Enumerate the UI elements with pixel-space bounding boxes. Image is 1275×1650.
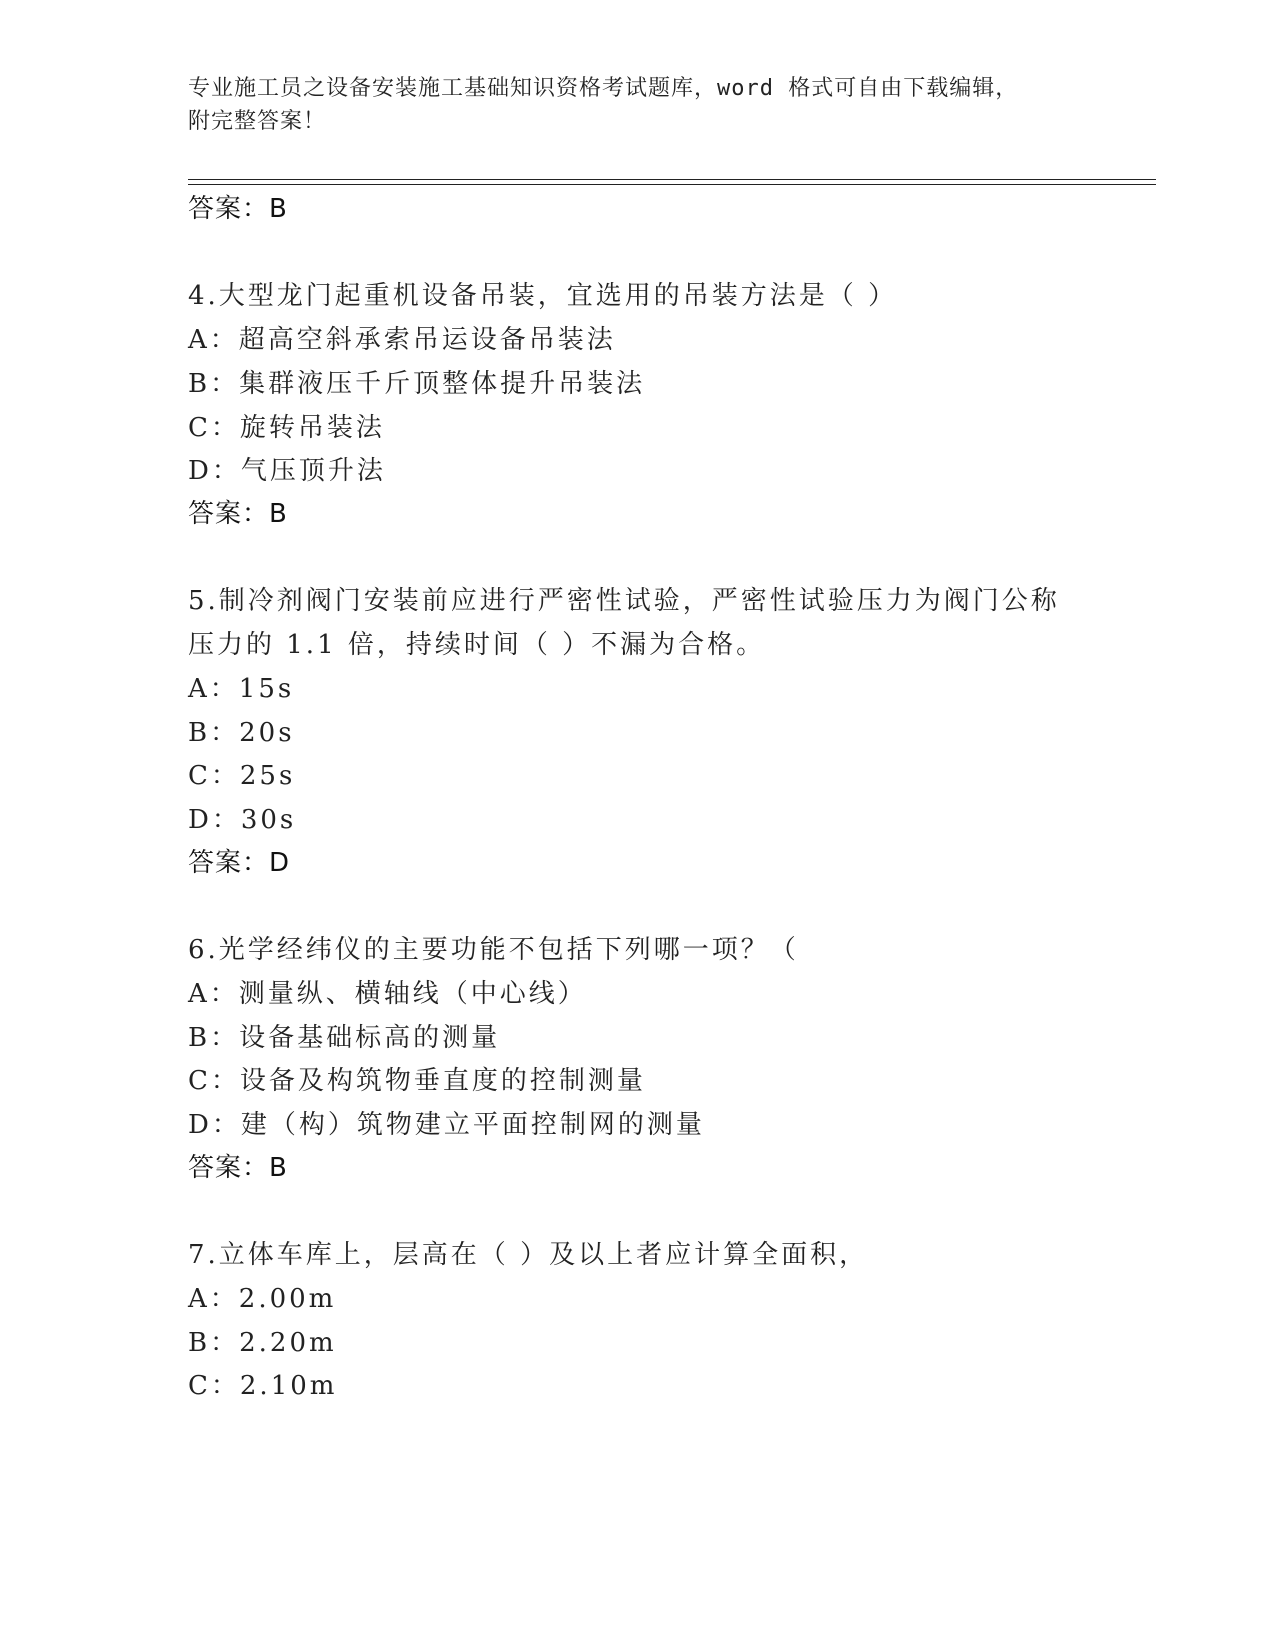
option-b: B：集群液压千斤顶整体提升吊装法 xyxy=(188,369,646,399)
option-c: C：设备及构筑物垂直度的控制测量 xyxy=(188,1066,646,1096)
header-line-2: 附完整答案！ xyxy=(188,109,327,134)
header-divider xyxy=(188,184,1156,185)
answer-line: 答案：D xyxy=(188,848,291,878)
option-c: C：25s xyxy=(188,761,296,791)
option-a: A：15s xyxy=(188,674,295,704)
option-b: B：20s xyxy=(188,718,295,748)
answer-line: 答案：B xyxy=(188,1153,288,1183)
question-text: 5.制冷剂阀门安装前应进行严密性试验，严密性试验压力为阀门公称 xyxy=(188,586,1060,616)
document-header xyxy=(188,72,1068,138)
answer-line: 答案：B xyxy=(188,194,288,224)
question-text: 4.大型龙门起重机设备吊装，宜选用的吊装方法是（ ） xyxy=(188,281,898,311)
header-divider xyxy=(188,179,1156,180)
option-a: A：超高空斜承索吊运设备吊装法 xyxy=(188,325,616,355)
answer-line: 答案：B xyxy=(188,499,288,529)
question-text: 6.光学经纬仪的主要功能不包括下列哪一项？（ xyxy=(188,935,799,965)
option-c: C：2.10m xyxy=(188,1371,338,1401)
option-c: C：旋转吊装法 xyxy=(188,413,385,443)
option-d: D：30s xyxy=(188,805,297,835)
option-d: D：气压顶升法 xyxy=(188,456,386,486)
header-line-1: 专业施工员之设备安装施工基础知识资格考试题库，word 格式可自由下载编辑， xyxy=(188,76,1019,101)
question-text-continued: 压力的 1.1 倍，持续时间（ ）不漏为合格。 xyxy=(188,630,766,660)
option-b: B：2.20m xyxy=(188,1328,337,1358)
option-a: A：2.00m xyxy=(188,1284,337,1314)
option-b: B：设备基础标高的测量 xyxy=(188,1023,501,1053)
option-a: A：测量纵、横轴线（中心线） xyxy=(188,979,587,1009)
option-d: D：建（构）筑物建立平面控制网的测量 xyxy=(188,1110,705,1140)
question-text: 7.立体车库上，层高在（ ）及以上者应计算全面积， xyxy=(188,1240,869,1270)
